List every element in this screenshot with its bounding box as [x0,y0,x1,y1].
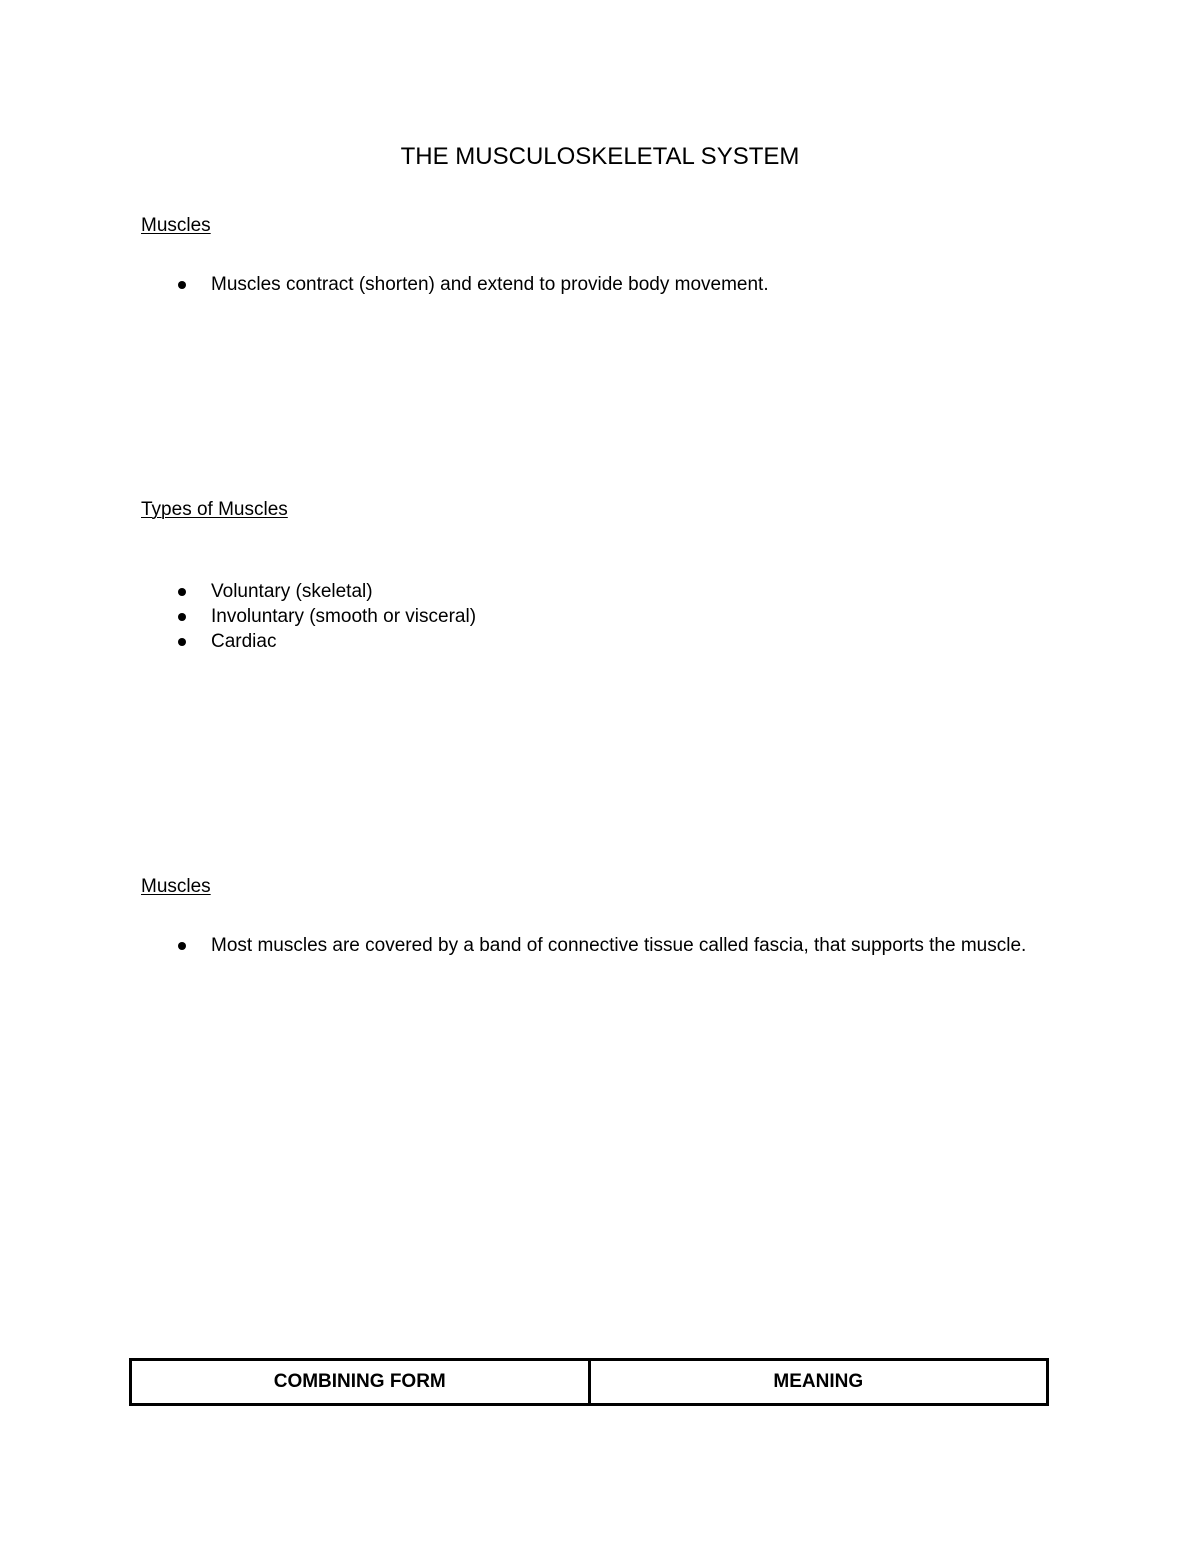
bullet-list-types-of-muscles [176,579,1076,654]
bullet-icon [178,613,186,621]
list-item-text: Voluntary (skeletal) [211,581,373,602]
bullet-icon [178,942,186,950]
bullet-list-fascia [176,932,1076,960]
bullet-icon [178,281,186,289]
table-header-row [131,1360,1048,1405]
list-item-text: Muscles contract (shorten) and extend to provide body movement. [211,274,769,295]
list-item [176,272,1076,297]
section-heading-muscles-fascia: Muscles [141,876,211,897]
column-header-combining-form: COMBINING FORM [131,1360,590,1405]
section-heading-muscles: Muscles [141,215,211,236]
list-item [176,579,1076,604]
list-item [176,604,1076,629]
bullet-list-muscles [176,272,1076,297]
bullet-icon [178,588,186,596]
bullet-icon [178,638,186,646]
list-item-text: Involuntary (smooth or visceral) [211,606,477,627]
list-item [176,629,1076,654]
list-item [176,932,1076,960]
combining-forms-table [129,1358,1049,1406]
terms-table [129,1358,1049,1406]
column-header-meaning: MEANING [589,1360,1048,1405]
section-heading-types-of-muscles: Types of Muscles [141,499,288,520]
list-item-text: Most muscles are covered by a band of connective tissue called fascia, that supports the muscle. [211,935,1027,956]
list-item-text: Cardiac [211,631,277,652]
page-title: THE MUSCULOSKELETAL SYSTEM [400,143,800,170]
